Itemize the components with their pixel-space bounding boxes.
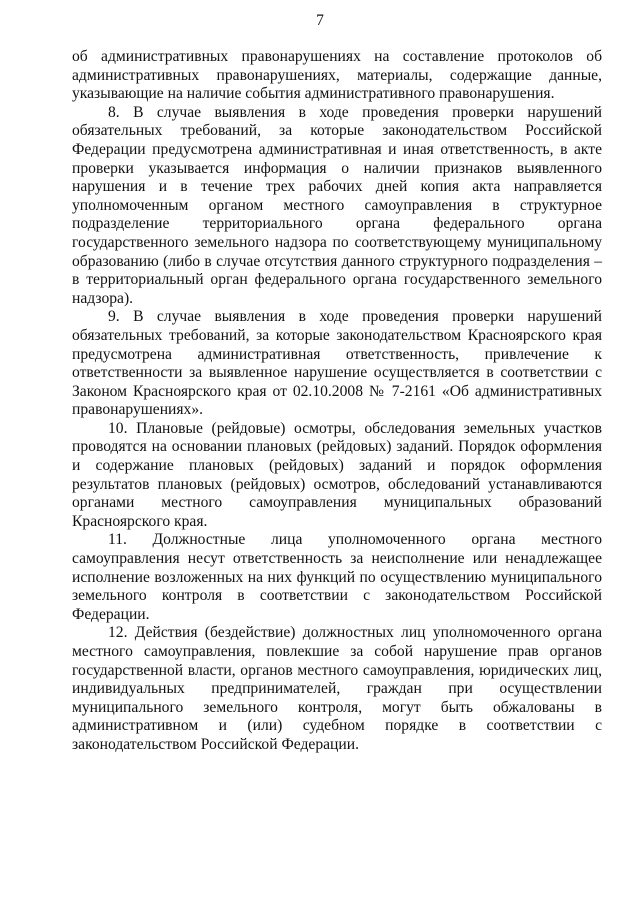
paragraph-item-8: 8. В случае выявления в ходе проведения проверки нарушений обязательных требований, за которые законодательством Российской Федерации предусмотрена административная и иная ответственность, в акте проверки указывается информация о наличии признаков выявленного нарушения и в течение трех рабочих дней копия акта направляется уполномоченным органом местного самоуправления в структурное подразделение территориального органа федерального органа государственного земельного надзора по соответствующему муниципальному образованию (либо в случае отсутствия данного структурного подразделения – в территориальный орган федерального органа государственного земельного надзора). [72,103,602,307]
paragraph-item-9: 9. В случае выявления в ходе проведения проверки нарушений обязательных требований, за которые законодательством Красноярского края предусмотрена административная ответственность, привлечение к ответственности за выявленное нарушение осуществляется в соответствии с Законом Красноярского края от 02.10.2008 № 7-2161 «Об административных правонарушениях». [72,308,602,419]
paragraph-item-10: 10. Плановые (рейдовые) осмотры, обследования земельных участков проводятся на основании плановых (рейдовых) заданий. Порядок оформления и содержание плановых (рейдовых) заданий и порядок оформления результатов плановых (рейдовых) осмотров, обследований устанавливаются органами местного самоуправления муниципальных образований Красноярского края. [72,419,602,530]
paragraph-item-12: 12. Действия (бездействие) должностных лиц уполномоченного органа местного самоуправления, повлекшие за собой нарушение прав органов государственной власти, органов местного самоуправления, юридических лиц, индивидуальных предпринимателей, граждан при осуществлении муниципального земельного контроля, могут быть обжалованы в административном и (или) судебном порядке в соответствии с законодательством Российской Федерации. [72,624,602,753]
page-number: 7 [316,12,324,29]
paragraph-continuation: об административных правонарушениях на составление протоколов об административных правонарушениях, материалы, содержащие данные, указывающие на наличие события административного правонарушения. [72,48,602,103]
document-body [72,48,602,755]
paragraph-item-11: 11. Должностные лица уполномоченного органа местного самоуправления несут ответственность за неисполнение или ненадлежащее исполнение возложенных на них функций по осуществлению муниципального земельного контроля в соответствии с законодательством Российской Федерации. [72,531,602,623]
